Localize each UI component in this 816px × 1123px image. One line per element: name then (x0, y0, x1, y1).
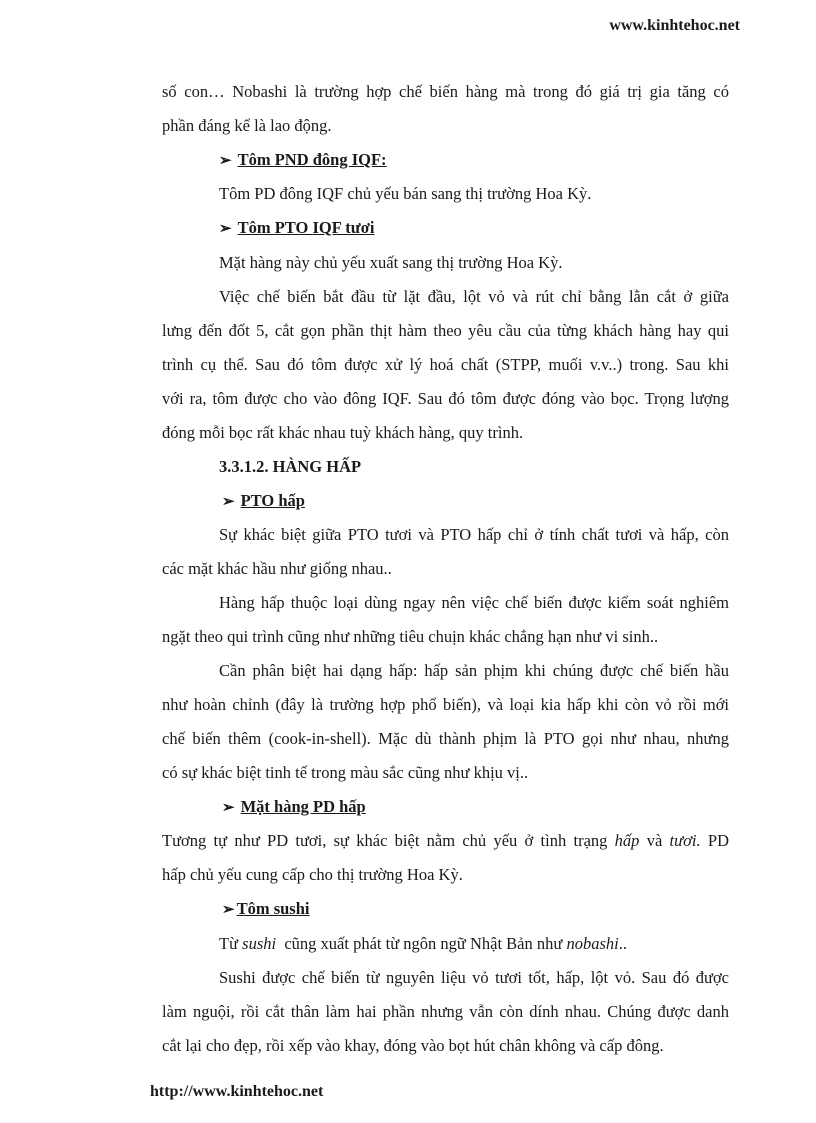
para-line: lưng đến đốt 5, cắt gọn phần thịt hàm theo yêu cầu của từng khách hàng hay qui (162, 321, 729, 340)
para-line: trình cụ thể. Sau đó tôm được xử lý hoá chất (STPP, muối v.v..) trong. Sau khi (162, 355, 729, 374)
heading-tom-pto: ➢ Tôm PTO IQF tươi (219, 218, 375, 237)
arrow-icon: ➢ (222, 494, 235, 510)
para-line: Từ sushi cũng xuất phát từ ngôn ngữ Nhật Bản như nobashi.. (219, 934, 627, 953)
para-line: như hoàn chỉnh (đây là trường hợp phổ biến), và loại kia hấp khi còn vỏ rồi mới (162, 695, 729, 714)
para-line: Mặt hàng này chủ yếu xuất sang thị trường Hoa Kỳ. (219, 253, 563, 272)
para-line: phần đáng kể là lao động. (162, 116, 332, 135)
para-line: với ra, tôm được cho vào đông IQF. Sau đó tôm được đóng vào bọc. Trọng lượng (162, 389, 729, 408)
heading-pd-hap: ➢ Mặt hàng PD hấp (222, 797, 366, 816)
para-line: Tương tự như PD tươi, sự khác biệt nằm chủ yếu ở tình trạng hấp và tươi. PD (162, 831, 730, 850)
para-line: Việc chế biến bắt đầu từ lặt đầu, lột vỏ và rút chỉ bằng lằn cắt ở giữa (219, 287, 729, 306)
arrow-icon: ➢ (219, 153, 232, 169)
para-line: hấp chủ yếu cung cấp cho thị trường Hoa Kỳ. (162, 865, 463, 884)
footer-url: http://www.kinhtehoc.net (150, 1083, 324, 1100)
heading-tom-sushi: ➢ Tôm sushi (222, 899, 310, 918)
section-heading: 3.3.1.2. HÀNG HẤP (219, 457, 362, 476)
arrow-icon: ➢ (222, 800, 235, 816)
arrow-icon: ➢ (219, 221, 232, 237)
para-line: có sự khác biệt tinh tế trong màu sắc cũng như khịu vị.. (162, 763, 529, 782)
para-line: làm nguội, rồi cắt thân làm hai phần nhưng vẫn còn dính nhau. Chúng được danh (162, 1002, 729, 1021)
para-line: Cần phân biệt hai dạng hấp: hấp sản phịm khi chúng được chế biến hầu (219, 661, 729, 680)
para-line: Sự khác biệt giữa PTO tươi và PTO hấp chỉ ở tính chất tươi và hấp, còn (219, 525, 729, 544)
para-line: các mặt khác hầu như giống nhau.. (162, 559, 392, 578)
para-line: ngặt theo qui trình cũng như những tiêu chuịn khác chẳng hạn như vi sinh.. (162, 627, 659, 646)
para-line: Sushi được chế biến từ nguyên liệu vỏ tươi tốt, hấp, lột vỏ. Sau đó được (219, 968, 729, 987)
para-line: số con… Nobashi là trường hợp chế biến hàng mà trong đó giá trị gia tăng có (162, 82, 729, 101)
header-site: www.kinhtehoc.net (609, 17, 740, 34)
heading-tom-pnd: ➢ Tôm PND đông IQF: (219, 150, 387, 169)
arrow-icon: ➢ (222, 902, 235, 918)
para-line: chế biến thêm (cook-in-shell). Mặc dù thành phịm là PTO gọi như nhau, nhưng (162, 729, 729, 748)
heading-pto-hap: ➢ PTO hấp (222, 491, 305, 510)
para-line: Tôm PD đông IQF chủ yếu bán sang thị trường Hoa Kỳ. (219, 184, 592, 203)
para-line: cắt lại cho đẹp, rồi xếp vào khay, đóng vào bọt hút chân không và cấp đông. (162, 1036, 664, 1055)
para-line: đóng mỗi bọc rất khác nhau tuỳ khách hàng, quy trình. (162, 423, 524, 442)
para-line: Hàng hấp thuộc loại dùng ngay nên việc chế biến được kiểm soát nghiêm (219, 593, 729, 612)
